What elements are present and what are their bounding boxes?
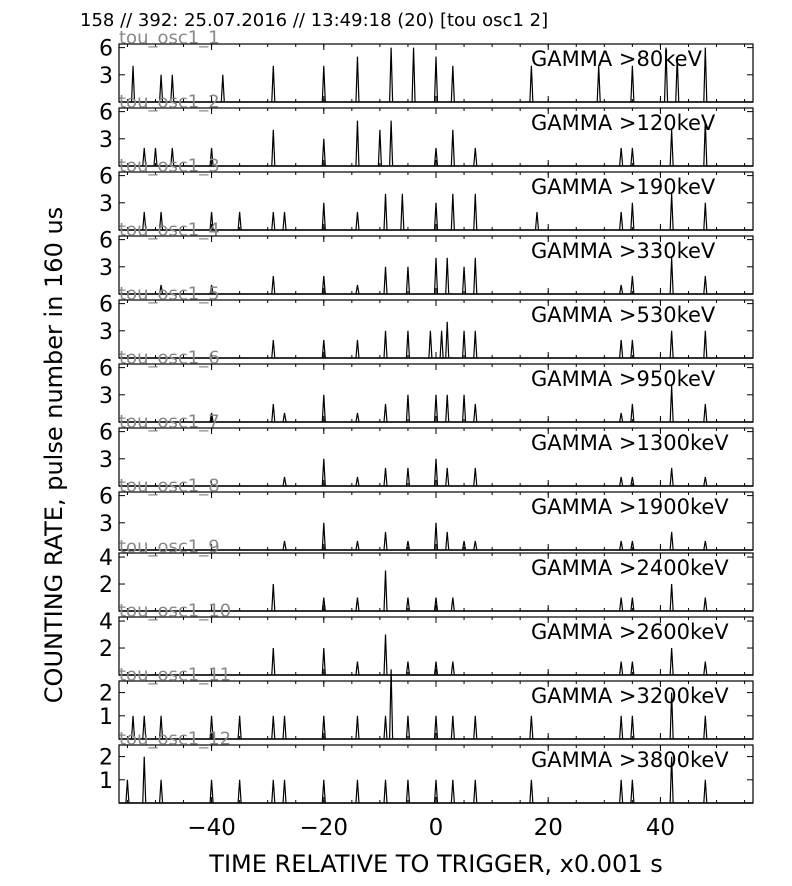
- data-spike: [272, 66, 275, 102]
- data-spike: [474, 194, 477, 230]
- data-spike: [356, 541, 359, 550]
- data-spike: [406, 331, 409, 358]
- data-spike: [704, 203, 707, 230]
- data-spike: [356, 598, 359, 611]
- data-spike: [463, 267, 466, 294]
- data-spike: [670, 194, 673, 230]
- panels: [99, 28, 753, 842]
- data-spike: [384, 716, 387, 739]
- data-spike: [530, 780, 533, 803]
- data-spike: [704, 598, 707, 611]
- panel-label: GAMMA >80keV: [531, 47, 702, 71]
- data-spike: [704, 276, 707, 294]
- data-spike: [272, 276, 275, 294]
- channel-label: tou_osc1_12: [119, 728, 232, 750]
- channel-label: tou_osc1_2: [119, 91, 220, 113]
- data-spike: [704, 404, 707, 422]
- panel-label: GAMMA >1300keV: [531, 431, 729, 455]
- y-tick-label: 1: [99, 768, 113, 794]
- panel-label: GAMMA >2600keV: [531, 620, 729, 644]
- y-tick-label: 3: [99, 319, 113, 345]
- data-spike: [390, 121, 393, 166]
- data-spike: [272, 780, 275, 803]
- data-spike: [272, 212, 275, 230]
- channel-label: tou_osc1_1: [119, 27, 220, 49]
- data-spike: [406, 716, 409, 739]
- data-spike: [474, 404, 477, 422]
- data-spike: [429, 331, 432, 358]
- y-tick-label: 3: [99, 447, 113, 473]
- x-tick-label: −20: [299, 815, 349, 841]
- data-spike: [620, 780, 623, 803]
- channel-label: tou_osc1_11: [119, 664, 232, 686]
- x-tick-label: 0: [428, 815, 444, 841]
- data-spike: [384, 635, 387, 675]
- data-spike: [384, 780, 387, 803]
- data-spike: [670, 648, 673, 675]
- data-spike: [384, 468, 387, 486]
- data-spike: [446, 395, 449, 422]
- panel-label: GAMMA >1900keV: [531, 495, 729, 519]
- panel-label: GAMMA >530keV: [531, 303, 716, 327]
- data-spike: [356, 340, 359, 358]
- data-spike: [451, 780, 454, 803]
- data-spike: [530, 716, 533, 739]
- data-spike: [474, 541, 477, 550]
- data-spike: [463, 395, 466, 422]
- x-tick-label: 40: [645, 815, 676, 841]
- chart-header: 158 // 392: 25.07.2016 // 13:49:18 (20) [tou osc1 2]: [80, 10, 549, 31]
- data-spike: [704, 541, 707, 550]
- data-spike: [435, 57, 438, 102]
- data-spike: [670, 331, 673, 358]
- data-spike: [272, 340, 275, 358]
- data-spike: [356, 57, 359, 102]
- data-spike: [704, 716, 707, 739]
- data-spike: [631, 780, 634, 803]
- data-spike: [356, 212, 359, 230]
- channel-label: tou_osc1_10: [119, 600, 232, 622]
- y-tick-label: 3: [99, 255, 113, 281]
- data-spike: [620, 541, 623, 550]
- data-spike: [474, 468, 477, 486]
- data-spike: [670, 386, 673, 422]
- data-spike: [272, 648, 275, 675]
- y-tick-label: 4: [99, 610, 113, 636]
- data-spike: [283, 716, 286, 739]
- data-spike: [356, 780, 359, 803]
- data-spike: [704, 662, 707, 675]
- data-spike: [272, 584, 275, 611]
- data-spike: [620, 285, 623, 294]
- y-tick-label: 6: [99, 228, 113, 254]
- data-spike: [406, 267, 409, 294]
- panel-label: GAMMA >2400keV: [531, 556, 729, 580]
- data-spike: [272, 404, 275, 422]
- panel-label: GAMMA >3800keV: [531, 748, 729, 772]
- data-spike: [451, 194, 454, 230]
- data-spike: [272, 716, 275, 739]
- panel-label: GAMMA >950keV: [531, 367, 716, 391]
- channel-label: tou_osc1_4: [119, 219, 220, 241]
- data-spike: [670, 584, 673, 611]
- data-spike: [283, 477, 286, 486]
- data-spike: [143, 757, 146, 803]
- data-spike: [620, 662, 623, 675]
- data-spike: [446, 258, 449, 294]
- panel-label: GAMMA >120keV: [531, 111, 716, 135]
- y-tick-label: 3: [99, 383, 113, 409]
- channel-label: tou_osc1_7: [119, 411, 220, 433]
- y-tick-label: 6: [99, 164, 113, 190]
- data-spike: [670, 468, 673, 486]
- x-tick-label: −40: [187, 815, 236, 841]
- data-spike: [446, 532, 449, 550]
- data-spike: [384, 404, 387, 422]
- channel-label: tou_osc1_9: [119, 536, 220, 558]
- data-spike: [356, 477, 359, 486]
- data-spike: [356, 121, 359, 166]
- data-spike: [356, 413, 359, 422]
- data-spike: [670, 258, 673, 294]
- y-tick-label: 6: [99, 356, 113, 382]
- data-spike: [620, 598, 623, 611]
- data-spike: [474, 148, 477, 166]
- data-spike: [704, 331, 707, 358]
- data-spike: [631, 716, 634, 739]
- panel-label: GAMMA >190keV: [531, 175, 716, 199]
- data-spike: [283, 413, 286, 422]
- channel-label: tou_osc1_8: [119, 475, 220, 497]
- data-spike: [620, 477, 623, 486]
- data-spike: [283, 541, 286, 550]
- data-spike: [474, 258, 477, 294]
- y-tick-label: 6: [99, 36, 113, 62]
- data-spike: [535, 212, 538, 230]
- y-tick-label: 4: [99, 546, 113, 572]
- y-tick-label: 6: [99, 420, 113, 446]
- data-spike: [412, 48, 415, 102]
- data-spike: [356, 662, 359, 675]
- channel-label: tou_osc1_6: [119, 347, 220, 369]
- channel-label: tou_osc1_3: [119, 155, 220, 177]
- x-axis-label: TIME RELATIVE TO TRIGGER, x0.001 s: [209, 850, 663, 878]
- data-spike: [446, 322, 449, 358]
- y-tick-label: 6: [99, 100, 113, 126]
- data-spike: [272, 130, 275, 166]
- data-spike: [474, 780, 477, 803]
- y-tick-label: 2: [99, 745, 113, 771]
- panel-label: GAMMA >3200keV: [531, 684, 729, 708]
- data-spike: [620, 340, 623, 358]
- data-spike: [474, 331, 477, 358]
- y-tick-label: 3: [99, 511, 113, 537]
- data-spike: [620, 148, 623, 166]
- data-spike: [451, 598, 454, 611]
- data-spike: [704, 477, 707, 486]
- data-spike: [451, 130, 454, 166]
- data-spike: [283, 780, 286, 803]
- data-spike: [474, 716, 477, 739]
- data-spike: [378, 130, 381, 166]
- data-spike: [631, 66, 634, 102]
- data-spike: [451, 66, 454, 102]
- data-spike: [356, 716, 359, 739]
- y-axis-label: COUNTING RATE, pulse number in 160 us: [40, 206, 68, 704]
- data-spike: [126, 780, 129, 803]
- data-spike: [704, 780, 707, 803]
- data-spike: [620, 716, 623, 739]
- channel-label: tou_osc1_5: [119, 283, 220, 305]
- y-tick-label: 6: [99, 484, 113, 510]
- data-spike: [390, 48, 393, 102]
- y-tick-label: 3: [99, 63, 113, 89]
- data-spike: [406, 780, 409, 803]
- y-tick-label: 6: [99, 292, 113, 318]
- data-spike: [384, 571, 387, 611]
- data-spike: [463, 331, 466, 358]
- data-spike: [620, 212, 623, 230]
- data-spike: [451, 716, 454, 739]
- y-tick-label: 3: [99, 127, 113, 153]
- y-tick-label: 2: [99, 637, 113, 663]
- data-spike: [384, 532, 387, 550]
- data-spike: [356, 285, 359, 294]
- data-spike: [384, 331, 387, 358]
- y-tick-label: 1: [99, 704, 113, 730]
- data-spike: [530, 66, 533, 102]
- data-spike: [620, 413, 623, 422]
- data-spike: [406, 395, 409, 422]
- data-spike: [670, 130, 673, 166]
- y-tick-label: 2: [99, 573, 113, 599]
- data-spike: [384, 267, 387, 294]
- data-spike: [401, 194, 404, 230]
- data-spike: [238, 716, 241, 739]
- data-spike: [221, 75, 224, 102]
- data-spike: [631, 203, 634, 230]
- y-tick-label: 3: [99, 191, 113, 217]
- data-spike: [283, 212, 286, 230]
- data-spike: [451, 662, 454, 675]
- data-spike: [704, 48, 707, 102]
- data-spike: [390, 669, 393, 739]
- data-spike: [597, 66, 600, 102]
- x-tick-label: 20: [533, 815, 563, 841]
- data-spike: [384, 194, 387, 230]
- y-tick-label: 2: [99, 681, 113, 707]
- data-spike: [440, 331, 443, 358]
- data-spike: [160, 780, 163, 803]
- data-spike: [446, 468, 449, 486]
- data-spike: [238, 780, 241, 803]
- panel-label: GAMMA >330keV: [531, 239, 716, 263]
- data-spike: [670, 532, 673, 550]
